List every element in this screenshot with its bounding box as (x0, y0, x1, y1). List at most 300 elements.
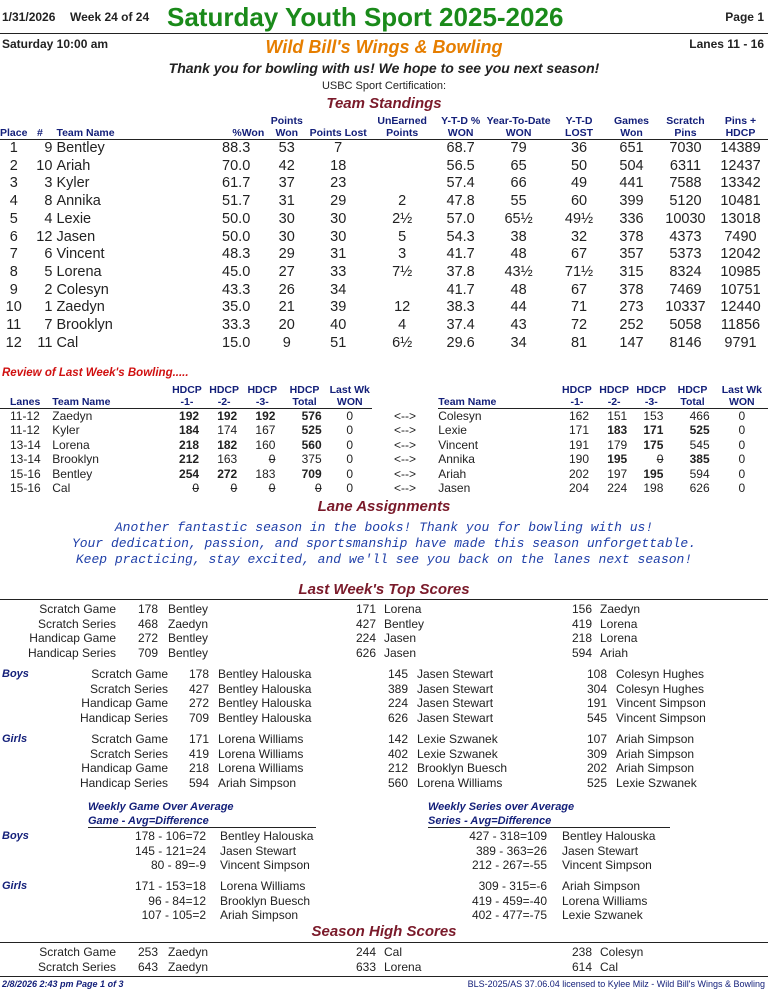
over-avg-bowler: Jasen Stewart (220, 843, 297, 858)
review-cell-b: 525 (689, 423, 710, 438)
review-cell-b: 0 (738, 437, 746, 452)
over-avg-bowler: Ariah Simpson (220, 908, 299, 922)
standings-cell: 20 (278, 317, 295, 334)
standings-cell: 11 (6, 317, 22, 334)
score-category: Scratch Series (89, 681, 168, 696)
over-avg-bowler: Brooklyn Buesch (220, 893, 311, 908)
score-bowler: Colesyn (600, 945, 644, 959)
standings-cell: 31 (330, 246, 347, 263)
review-cell-b: 0 (738, 452, 746, 467)
review-cell-b: 385 (689, 452, 710, 467)
standings-cell: Brooklyn (56, 317, 113, 334)
review-cell-a: 0 (346, 452, 354, 467)
score-bowler: Lorena (600, 616, 638, 631)
score-category: Handicap Series (27, 645, 116, 660)
score-value: 212 (387, 761, 408, 775)
standings-cell: 26 (278, 281, 295, 298)
score-value: 171 (188, 732, 209, 746)
standings-title: Team Standings (326, 95, 442, 112)
score-bowler: Jasen (384, 645, 417, 660)
score-bowler: Colesyn Hughes (616, 681, 705, 696)
standings-cell: 10 (36, 157, 53, 174)
standings-cell: 6311 (669, 157, 702, 174)
score-value: 419 (571, 616, 592, 631)
standings-cell: 7 (334, 140, 343, 156)
score-value: 156 (571, 602, 592, 616)
standings-cell: 35.0 (222, 299, 251, 316)
standings-cell: 10337 (665, 299, 706, 316)
review-cell-a: 0 (346, 409, 354, 423)
standings-cell: 12 (36, 228, 53, 245)
standings-cell: 57.4 (446, 175, 475, 192)
season-high-scores (0, 945, 768, 974)
standings-cell: 2½ (392, 210, 413, 227)
standings-col-header: Place (0, 115, 27, 140)
standings-cell: 30 (278, 210, 295, 227)
score-value: 614 (571, 959, 592, 974)
standings-cell: 33.3 (222, 317, 251, 334)
game-over-avg-title: Weekly Game Over Average (88, 801, 234, 813)
score-value: 304 (586, 681, 607, 696)
standings-row (0, 299, 768, 317)
standings-cell: 5058 (669, 317, 702, 334)
standings-cell: 51.7 (222, 193, 251, 210)
standings-cell: 54.3 (446, 228, 475, 245)
score-bowler: Bentley Halouska (218, 696, 312, 710)
standings-cell: 9 (44, 140, 53, 156)
standings-cell: 41.7 (446, 246, 475, 263)
review-cell-b: Annika (438, 452, 475, 467)
review-cell-b: Lexie (438, 423, 467, 438)
standings-row (0, 335, 768, 353)
standings-cell: 9 (282, 334, 291, 351)
review-cell-b: 0 (738, 466, 746, 481)
standings-cell: Lexie (56, 210, 92, 227)
standings-table (0, 115, 768, 352)
review-cell-b: 204 (569, 481, 590, 496)
over-avg-line (0, 844, 768, 859)
score-value: 594 (188, 775, 209, 790)
standings-cell: 504 (619, 157, 644, 174)
standings-cell: 10985 (720, 263, 761, 280)
standings-cell: 29 (278, 246, 295, 263)
standings-cell: Colesyn (56, 281, 109, 298)
standings-cell: 29 (330, 193, 347, 210)
review-cell-b: 171 (569, 423, 590, 438)
over-avg-bowler: Lexie Szwanek (562, 908, 643, 922)
standings-cell: 4 (44, 210, 53, 227)
standings-col-header: Points Won (264, 115, 309, 140)
standings-cell: 79 (510, 140, 527, 156)
score-value: 633 (355, 959, 376, 974)
review-cell-b: Vincent (438, 437, 479, 452)
over-avg-calc: 96 - 84=12 (148, 893, 206, 908)
standings-cell: 5 (9, 210, 18, 227)
score-value: 178 (188, 667, 209, 681)
score-bowler: Jasen Stewart (417, 681, 494, 696)
center-name: Wild Bill's Wings & Bowling (265, 37, 503, 57)
score-bowler: Zaedyn (168, 945, 209, 959)
footer-divider (0, 976, 768, 977)
standings-cell: 56.5 (446, 157, 475, 174)
score-category: Handicap Game (81, 761, 168, 775)
standings-cell: 36 (570, 140, 588, 156)
score-value: 238 (571, 945, 592, 959)
review-cell-b: 191 (569, 437, 590, 452)
review-cell-a: 254 (179, 466, 200, 481)
standings-cell: 5120 (669, 193, 702, 210)
score-bowler: Jasen Stewart (417, 710, 494, 725)
review-cell-b: 179 (607, 437, 628, 452)
score-category: Scratch Game (91, 667, 168, 681)
score-line (0, 711, 768, 726)
over-avg-bowler: Lorena Williams (562, 893, 648, 908)
review-cell-a: 0 (192, 481, 200, 496)
standings-cell: 3 (44, 175, 53, 192)
standings-cell: 7588 (669, 175, 702, 192)
review-cell-a: Kyler (52, 423, 80, 438)
standings-cell: 33 (330, 263, 347, 280)
standings-cell: 9791 (724, 334, 757, 351)
over-avg-bowler: Bentley Halouska (220, 829, 314, 843)
season-high-divider (0, 942, 768, 943)
score-value: 218 (571, 631, 592, 645)
standings-col-header: UnEarned Points (367, 115, 437, 140)
standings-row (0, 211, 768, 229)
review-row (0, 481, 768, 495)
score-bowler: Cal (384, 945, 403, 959)
review-cell-a: 272 (217, 466, 238, 481)
review-cell-b: Colesyn (438, 409, 482, 423)
over-avg-bowler: Lorena Williams (220, 879, 306, 893)
score-value: 709 (137, 645, 158, 660)
standings-cell: 55 (510, 193, 527, 210)
score-bowler: Lorena Williams (218, 746, 304, 761)
review-cell-a: 182 (217, 437, 238, 452)
standings-col-header: Team Name (52, 115, 202, 140)
week-label: Week 24 of 24 (70, 10, 150, 24)
score-bowler: Jasen Stewart (417, 696, 494, 710)
standings-header-row (0, 115, 768, 140)
standings-cell: 65½ (504, 210, 533, 227)
standings-cell: 7030 (669, 140, 702, 156)
review-cell-b: 626 (689, 481, 710, 496)
standings-cell: 21 (278, 299, 295, 316)
review-title: Review of Last Week's Bowling..... (2, 367, 189, 379)
score-category: Scratch Game (39, 945, 116, 959)
standings-cell: 29.6 (446, 334, 475, 351)
footer-timestamp: 2/8/2026 2:43 pm Page 1 of 3 (2, 979, 124, 989)
review-cell-b: 202 (569, 466, 590, 481)
score-bowler: Ariah Simpson (616, 732, 695, 746)
review-cell-a: 0 (268, 452, 276, 467)
overall-top-scores (0, 602, 768, 660)
standings-cell: 4 (398, 317, 407, 334)
standings-cell: Lorena (56, 263, 102, 280)
review-row (0, 423, 768, 437)
score-value: 224 (355, 631, 376, 645)
score-category: Handicap Game (29, 631, 116, 645)
score-value: 525 (586, 775, 607, 790)
standings-cell: 53 (278, 140, 295, 156)
score-bowler: Vincent Simpson (616, 710, 706, 725)
review-cell-b: Ariah (438, 466, 467, 481)
score-bowler: Jasen Stewart (417, 667, 494, 681)
score-bowler: Lexie Szwanek (417, 746, 498, 761)
series-over-avg-title: Weekly Series over Average (428, 801, 575, 813)
standings-cell: 11 (37, 334, 53, 351)
season-high-title: Season High Scores (311, 923, 457, 940)
score-value: 560 (387, 775, 408, 790)
standings-col-header: %Won (202, 115, 264, 140)
score-bowler: Vincent Simpson (616, 696, 706, 710)
score-value: 224 (387, 696, 408, 710)
over-avg-calc: 80 - 89=-9 (150, 858, 206, 872)
versus-arrow: <--> (394, 452, 417, 467)
standings-cell: Kyler (56, 175, 90, 192)
review-col-header: HDCP -2- (205, 384, 243, 409)
standings-cell: 315 (619, 263, 644, 280)
versus-arrow: <--> (394, 466, 417, 481)
review-cell-a: Lorena (52, 437, 90, 452)
review-cell-a: 192 (255, 409, 276, 423)
standings-row (0, 317, 768, 335)
standings-cell (367, 175, 437, 193)
review-cell-b: 197 (607, 466, 628, 481)
review-cell-a: 709 (301, 466, 322, 481)
score-bowler: Lorena Williams (417, 775, 503, 790)
score-bowler: Lorena (384, 602, 422, 616)
standings-cell: 42 (278, 157, 295, 174)
standings-cell: 72 (570, 317, 588, 334)
review-table (0, 384, 768, 495)
review-cell-b: 0 (656, 452, 664, 467)
over-avg-bowler: Jasen Stewart (562, 843, 639, 858)
review-lanes: 13-14 (10, 437, 41, 452)
score-value: 709 (188, 710, 209, 725)
review-cell-a: 0 (230, 481, 238, 496)
score-bowler: Lorena Williams (218, 761, 304, 775)
review-cell-b: 151 (607, 409, 628, 423)
score-value: 272 (137, 631, 158, 645)
standings-cell: 6 (44, 246, 53, 263)
review-cell-a: 0 (314, 481, 322, 496)
top-scores-divider (0, 599, 768, 600)
standings-cell: 13342 (720, 175, 761, 192)
review-cell-a: 576 (301, 409, 322, 423)
standings-cell: 81 (570, 334, 588, 351)
review-lanes: 13-14 (10, 452, 41, 467)
over-avg-bowler: Bentley Halouska (562, 829, 656, 843)
review-cell-b: 0 (738, 423, 746, 438)
standings-cell: 13018 (720, 210, 761, 227)
score-bowler: Bentley Halouska (218, 681, 312, 696)
score-line (0, 696, 768, 711)
standings-cell: 11856 (720, 317, 761, 334)
score-line (0, 761, 768, 776)
review-cell-b: 195 (643, 466, 664, 481)
standings-cell: Vincent (56, 246, 105, 263)
score-category: Handicap Game (81, 696, 168, 710)
score-bowler: Lexie Szwanek (417, 732, 498, 746)
standings-row (0, 246, 768, 264)
score-value: 594 (571, 645, 592, 660)
standings-col-header: Points Lost (309, 115, 367, 140)
standings-cell: 336 (619, 210, 644, 227)
standings-cell: 49½ (564, 210, 594, 227)
standings-col-header: # (27, 115, 52, 140)
standings-cell: 71 (570, 299, 588, 316)
lanes-range: Lanes 11 - 16 (689, 37, 764, 51)
review-cell-b: Jasen (438, 481, 471, 496)
score-line (0, 617, 768, 632)
series-over-avg-sub: Series - Avg=Difference (428, 815, 670, 828)
standings-cell: 57.0 (446, 210, 475, 227)
score-category: Scratch Game (39, 602, 116, 616)
over-avg-calc: 107 - 105=2 (141, 908, 206, 922)
review-cell-b: 198 (643, 481, 664, 496)
footer-license: BLS-2025/AS 37.06.04 licensed to Kylee Milz - Wild Bill's Wings & Bowling (467, 979, 765, 989)
review-cell-b: 183 (607, 423, 628, 438)
score-value: 427 (188, 681, 209, 696)
score-value: 145 (387, 667, 408, 681)
over-avg-calc: 309 - 315=-6 (478, 879, 547, 893)
review-row (0, 452, 768, 466)
standings-cell: 34 (510, 334, 527, 351)
review-col-header: HDCP -3- (243, 384, 281, 409)
over-avg-line (0, 879, 768, 894)
review-col-header: Last Wk WON (329, 384, 370, 408)
page-label: Page 1 (725, 10, 764, 24)
standings-cell: 27 (278, 263, 295, 280)
review-cell-b: 195 (607, 452, 628, 467)
review-cell-a: 218 (179, 437, 200, 452)
score-bowler: Ariah Simpson (218, 775, 297, 790)
score-value: 419 (188, 746, 209, 761)
review-cell-a: 0 (346, 481, 354, 496)
standings-cell: 38.3 (446, 299, 475, 316)
standings-cell: 43½ (504, 263, 533, 280)
standings-cell: 4 (9, 193, 18, 210)
over-avg-line (0, 894, 768, 909)
score-value: 107 (586, 732, 607, 746)
review-lanes: 15-16 (10, 466, 41, 481)
versus-arrow: <--> (394, 437, 417, 452)
standings-cell: 12440 (720, 299, 761, 316)
girls-top-scores (0, 732, 768, 790)
score-bowler: Bentley (168, 631, 209, 645)
over-avg-calc: 212 - 267=-55 (471, 858, 547, 872)
score-category: Handicap Series (79, 775, 168, 790)
score-bowler: Zaedyn (600, 602, 641, 616)
header-divider (0, 33, 768, 34)
review-cell-b: 545 (689, 437, 710, 452)
standings-cell: 2 (44, 281, 53, 298)
standings-cell: 1 (9, 140, 18, 156)
standings-row (0, 193, 768, 211)
score-value: 171 (355, 602, 376, 616)
review-cell-a: 0 (346, 437, 354, 452)
standings-cell: 8146 (669, 334, 702, 351)
score-value: 244 (355, 945, 376, 959)
standings-cell: Zaedyn (56, 299, 105, 316)
standings-cell: 378 (619, 281, 644, 298)
score-value: 402 (387, 746, 408, 761)
over-avg-calc: 145 - 121=24 (134, 843, 206, 858)
standings-cell: 10 (5, 299, 22, 316)
review-cell-a: 174 (217, 423, 238, 438)
standings-cell: 378 (619, 228, 644, 245)
review-cell-b: 175 (643, 437, 664, 452)
score-value: 545 (586, 710, 607, 725)
over-avg-calc: 171 - 153=18 (134, 879, 206, 893)
over-avg-line (0, 858, 768, 873)
review-col-header: HDCP Total (669, 384, 715, 409)
review-lanes: 11-12 (10, 423, 40, 438)
review-cell-a: 560 (301, 437, 322, 452)
score-value: 202 (586, 761, 607, 775)
oa-girls-label: Girls (2, 880, 28, 892)
review-cell-b: 162 (569, 409, 590, 423)
lane-assignments-title: Lane Assignments (317, 498, 451, 515)
standings-cell: 37.8 (446, 263, 475, 280)
standings-cell: Bentley (56, 140, 105, 156)
standings-cell: 50.0 (222, 210, 251, 227)
score-bowler: Cal (600, 959, 619, 974)
standings-cell: 8324 (669, 263, 702, 280)
standings-cell: 30 (330, 228, 347, 245)
review-cell-a: Zaedyn (52, 409, 93, 423)
standings-cell: 12437 (720, 157, 761, 174)
over-avg-line (0, 829, 768, 844)
boys-series-over-avg (0, 829, 768, 873)
score-bowler: Zaedyn (168, 959, 209, 974)
standings-col-header: Games Won (605, 115, 658, 140)
standings-cell (367, 282, 437, 300)
standings-row (0, 140, 768, 158)
score-bowler: Colesyn Hughes (616, 667, 705, 681)
score-line (0, 602, 768, 617)
review-lanes: 11-12 (10, 409, 40, 423)
score-bowler: Ariah (600, 645, 629, 660)
score-bowler: Bentley (384, 616, 425, 631)
standings-cell: 41.7 (446, 281, 475, 298)
standings-cell: 48 (510, 246, 527, 263)
standings-cell: Annika (56, 193, 101, 210)
review-cell-a: 375 (301, 452, 322, 467)
standings-cell: 10751 (720, 281, 761, 298)
score-bowler: Bentley (168, 602, 209, 616)
score-bowler: Bentley Halouska (218, 667, 312, 681)
standings-cell: 48 (510, 281, 527, 298)
review-cell-b: 0 (738, 481, 746, 496)
message-line-1: Another fantastic season in the books! Thank you for bowling with us! (114, 520, 654, 535)
standings-cell (367, 140, 437, 158)
standings-cell: 399 (619, 193, 644, 210)
standings-cell: 7½ (392, 263, 413, 280)
standings-col-header: Year-To-Date WON (484, 115, 553, 140)
review-col-header: Lanes (0, 384, 52, 409)
score-line (0, 732, 768, 747)
standings-cell: 30 (330, 210, 347, 227)
day-time: Saturday 10:00 am (2, 37, 109, 51)
score-bowler: Zaedyn (168, 616, 209, 631)
standings-cell: 3 (9, 175, 18, 192)
score-line (0, 747, 768, 762)
score-line (0, 945, 768, 960)
standings-cell: 1 (44, 299, 53, 316)
review-cell-b: 224 (607, 481, 628, 496)
